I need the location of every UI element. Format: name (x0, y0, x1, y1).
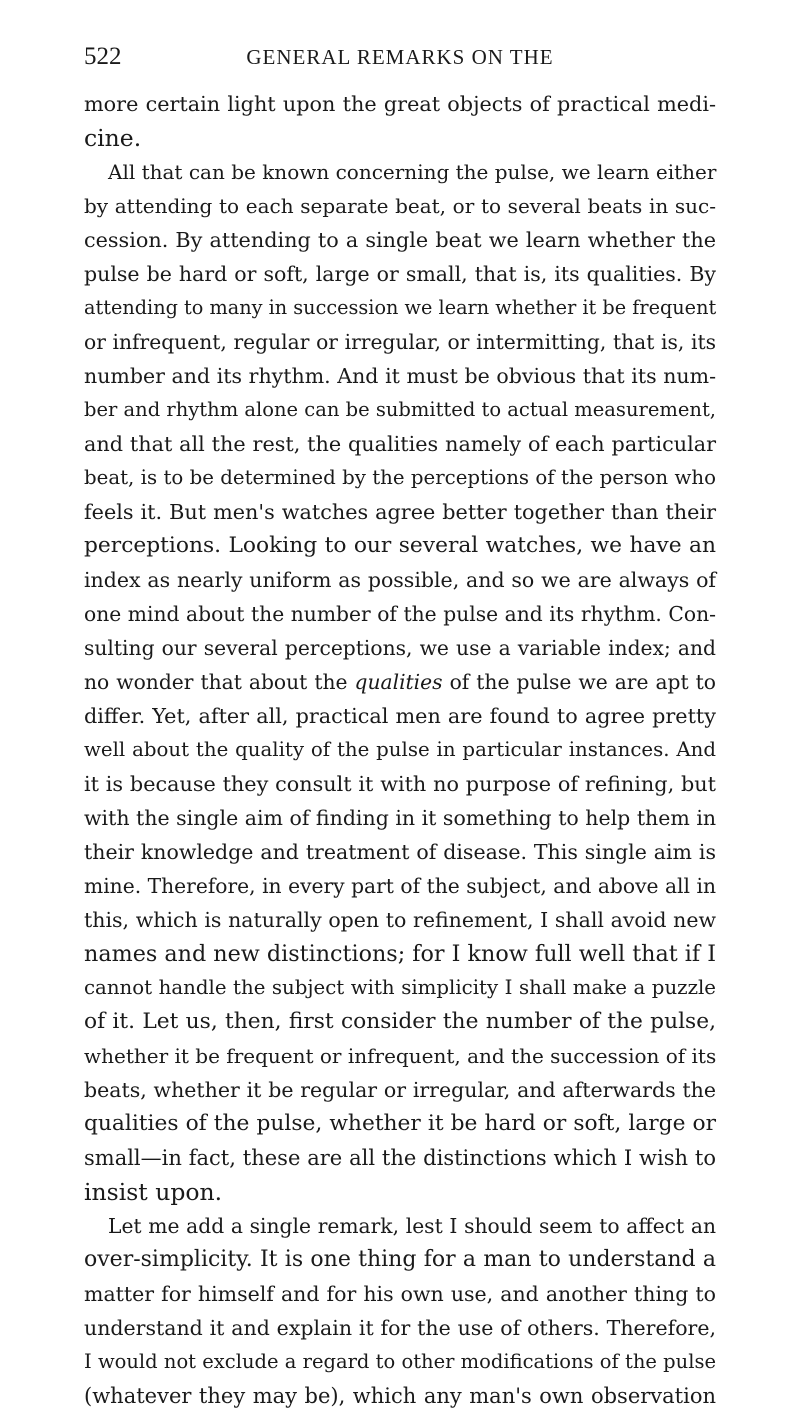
text-line: it is because they consult it with no purpose of refining, but (84, 772, 716, 796)
text-line: cannot handle the subject with simplicity I shall make a puzzle (84, 976, 716, 999)
text-line: cine. (84, 124, 142, 152)
text-line: I would not exclude a regard to other modifications of the pulse (84, 1350, 716, 1373)
text-line: mine. Therefore, in every part of the subject, and above all in (84, 874, 716, 898)
text-run: no wonder that about the (84, 670, 355, 694)
text-line: feels it. But men's watches agree better together than their (84, 500, 716, 524)
text-line: sulting our several perceptions, we use a variable index; and (84, 636, 716, 660)
text-line: matter for himself and for his own use, and another thing to (84, 1282, 716, 1306)
text-line: over-simplicity. It is one thing for a man to understand a (84, 1247, 716, 1272)
text-run: of the pulse we are apt to (442, 670, 716, 694)
text-line: names and new distinctions; for I know full well that if I (84, 941, 716, 967)
text-line: with the single aim of finding in it something to help them in (84, 806, 717, 830)
text-line: this, which is naturally open to refinement, I shall avoid new (84, 908, 716, 932)
page-header (84, 40, 716, 74)
text-line: (whatever they may be), which any man's own observation (84, 1384, 716, 1408)
text-line: cession. By attending to a single beat we learn whether the (84, 228, 716, 252)
text-line: number and its rhythm. And it must be obvious that its num- (84, 364, 716, 388)
text-line: All that can be known concerning the pulse, we learn either (108, 160, 717, 184)
italic-term: qualities (354, 670, 443, 694)
page-number: 522 (84, 43, 122, 70)
running-head: GENERAL REMARKS ON THE (246, 45, 554, 69)
text-line: attending to many in succession we learn whether it be frequent (84, 296, 717, 319)
text-line: ber and rhythm alone can be submitted to actual measurement, (84, 398, 716, 421)
text-line: whether it be frequent or infrequent, and the succession of its (84, 1044, 717, 1068)
text-line: index as nearly uniform as possible, and so we are always of (84, 568, 716, 592)
text-line: well about the quality of the pulse in particular instances. And (84, 738, 716, 761)
text-line: more certain light upon the great objects of practical medi- (84, 92, 716, 116)
text-line: Let me add a single remark, lest I should seem to affect an (108, 1214, 716, 1238)
text-line: insist upon. (84, 1178, 223, 1206)
text-line: and that all the rest, the qualities namely of each particular (84, 432, 716, 456)
text-line: small—in fact, these are all the distinctions which I wish to (84, 1146, 716, 1170)
text-line: differ. Yet, after all, practical men are found to agree pretty (84, 704, 716, 728)
text-line: or infrequent, regular or irregular, or intermitting, that is, its (84, 330, 716, 354)
text-line: pulse be hard or soft, large or small, that is, its qualities. By (84, 262, 716, 286)
text-line (84, 665, 716, 699)
text-line: qualities of the pulse, whether it be hard or soft, large or (84, 1111, 716, 1136)
text-line: their knowledge and treatment of disease. This single aim is (84, 840, 716, 864)
text-line: by attending to each separate beat, or to several beats in suc- (84, 194, 716, 218)
text-line: perceptions. Looking to our several watches, we have an (84, 533, 716, 558)
text-line: beat, is to be determined by the perceptions of the person who (84, 466, 716, 489)
text-line: beats, whether it be regular or irregular, and afterwards the (84, 1078, 716, 1102)
text-line: one mind about the number of the pulse and its rhythm. Con- (84, 602, 716, 626)
text-line: of it. Let us, then, first consider the number of the pulse, (84, 1009, 716, 1034)
body-text (84, 87, 716, 1413)
text-line: understand it and explain it for the use of others. Therefore, (84, 1316, 716, 1340)
